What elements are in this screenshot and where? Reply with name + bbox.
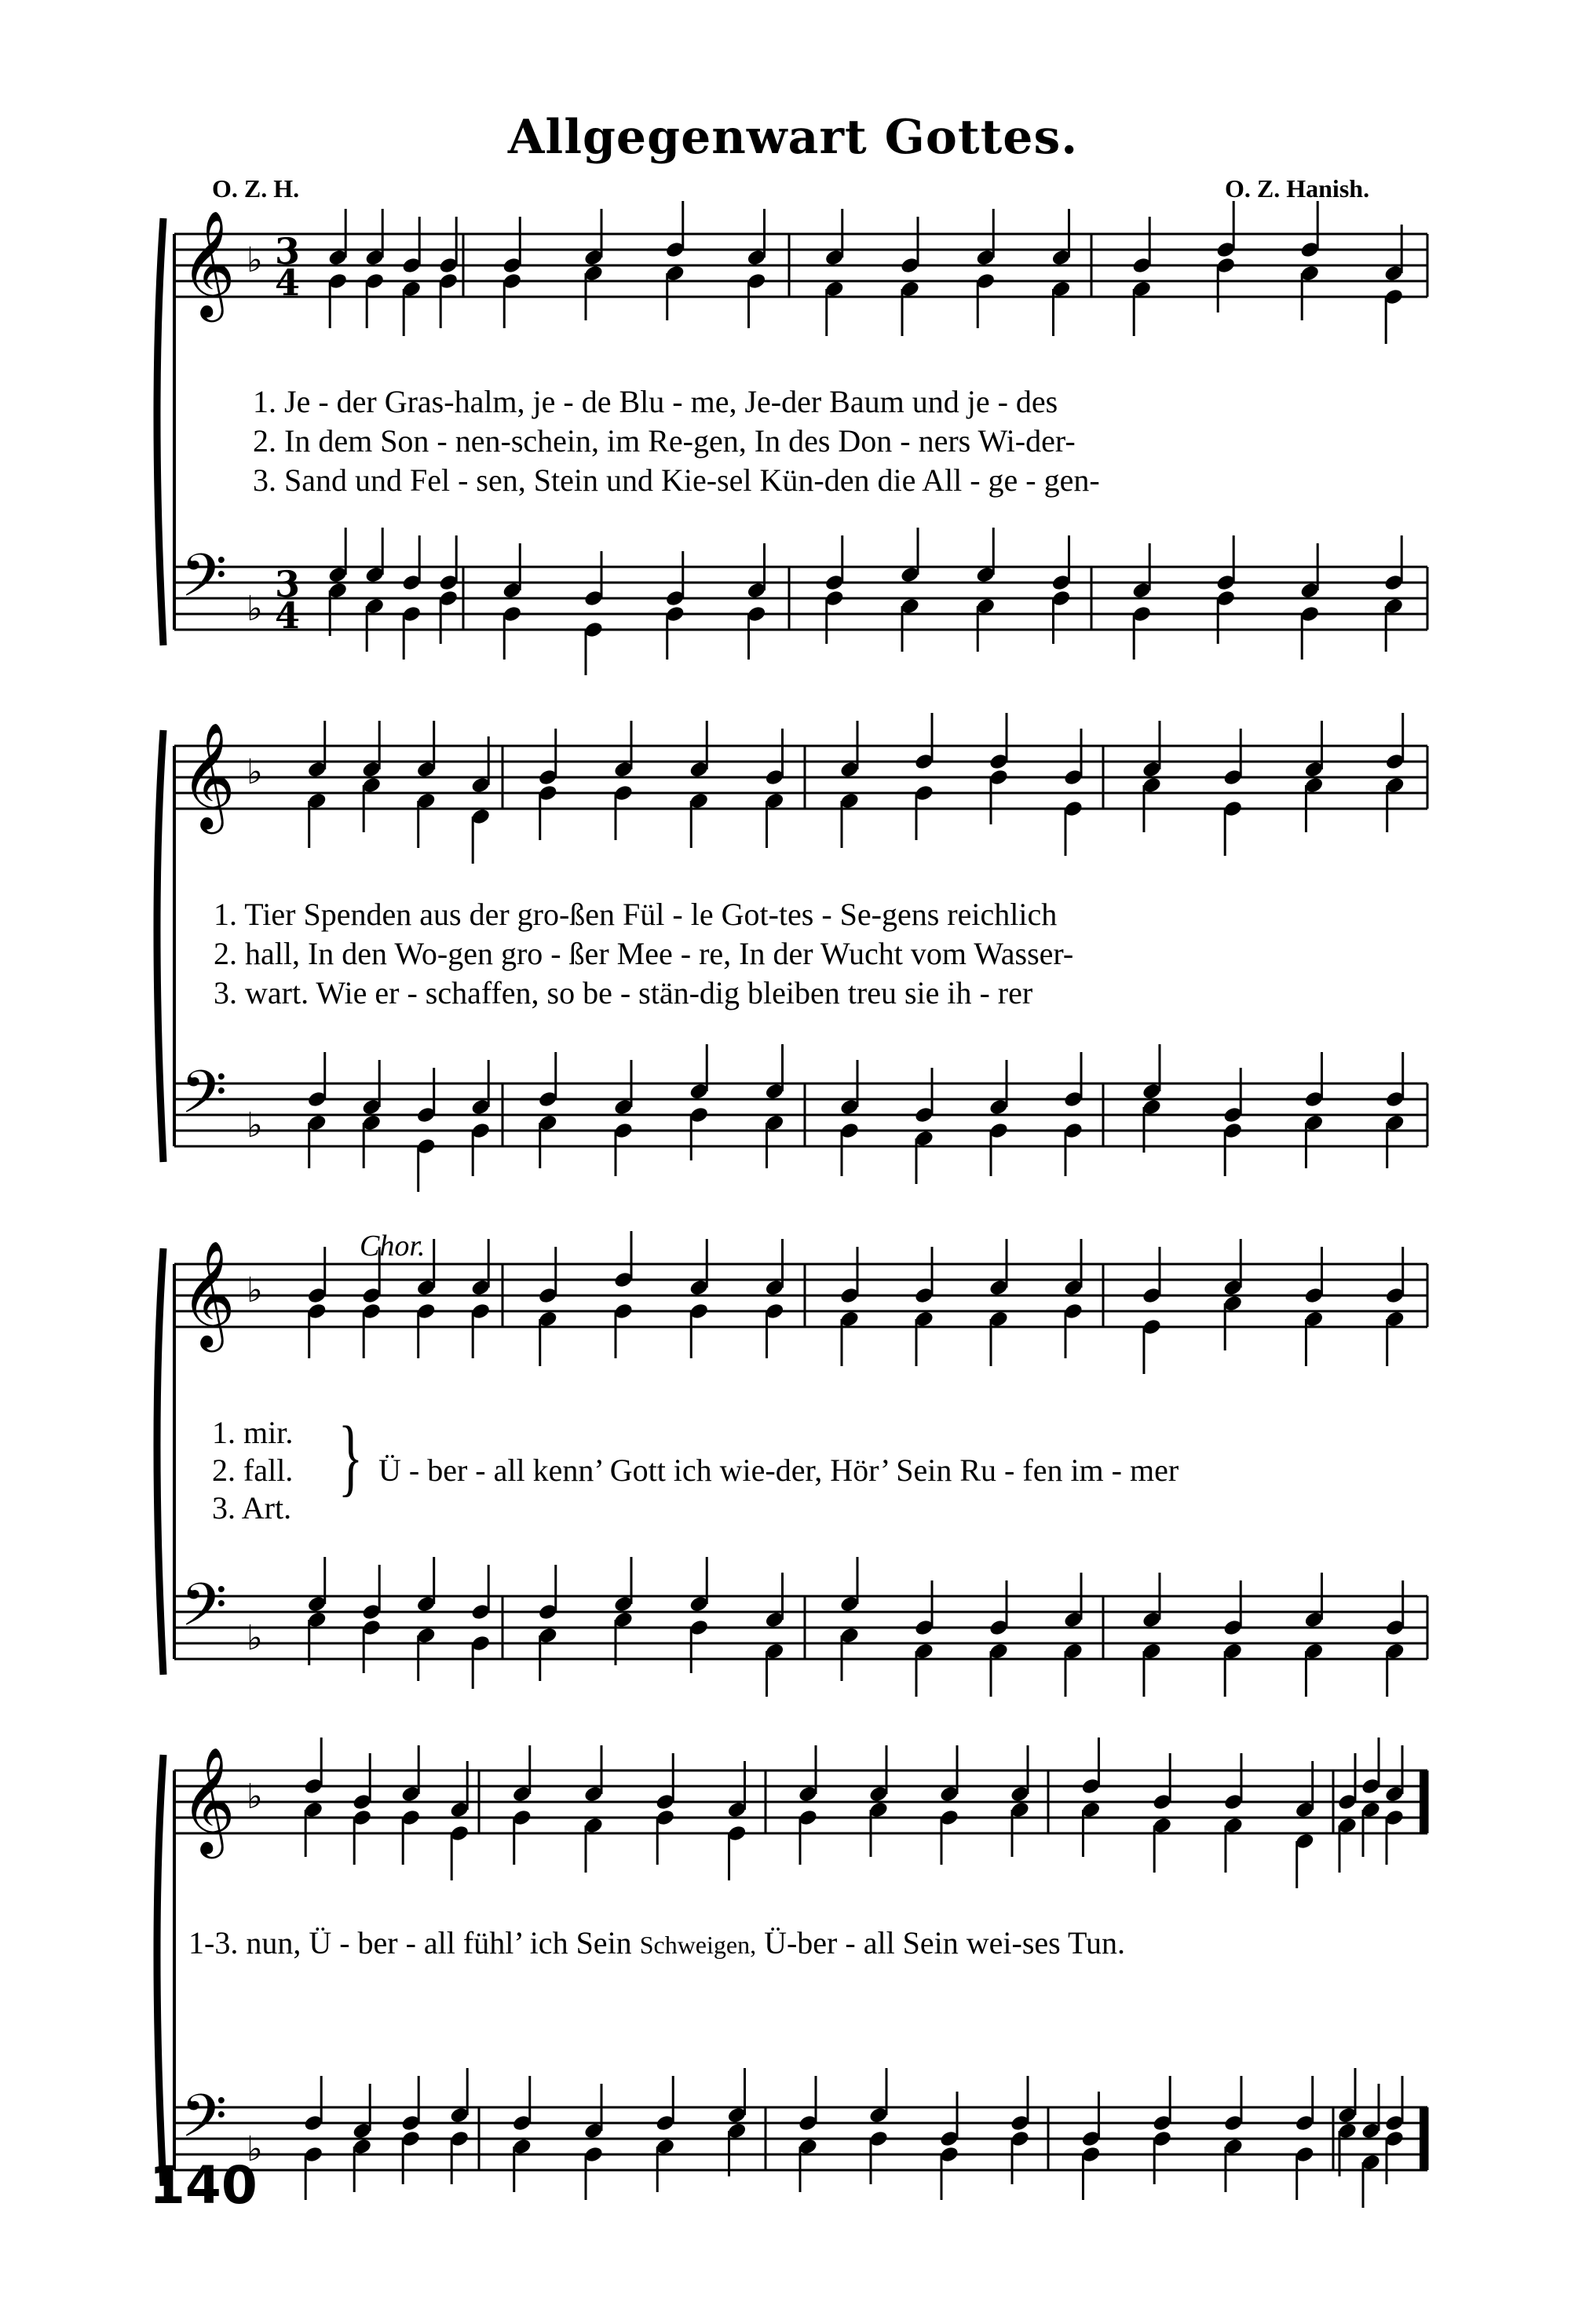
final-barline (1420, 1770, 1427, 1833)
treble-time-bottom: 4 (275, 261, 301, 304)
key-flat: ♭ (247, 752, 263, 792)
system-brace (157, 1248, 163, 1675)
system-brace (157, 730, 163, 1162)
bass-clef: 𝄢 (181, 1058, 228, 1142)
system2-verse-3: 3. wart. Wie er - schaffen, so be - stän-dig bleiben treu sie ih - rer (214, 975, 1033, 1010)
final-barline (1420, 2107, 1427, 2170)
ending-2: 2. fall. (212, 1452, 294, 1488)
key-flat: ♭ (247, 589, 263, 629)
bass-time-top: 3 (275, 563, 301, 605)
hymn-title: Allgegenwart Gottes. (507, 110, 1079, 165)
refrain-text: Ü - ber - all kenn’ Gott ich wie-der, Hör’ Sein Ru - fen im - mer (378, 1452, 1179, 1488)
system-brace (157, 218, 163, 645)
bass-clef: 𝄢 (181, 2081, 228, 2165)
page-number: 140 (149, 2155, 258, 2216)
system1-verse-1: 1. Je - der Gras-halm, je - de Blu - me, Je-der Baum und je - des (253, 384, 1058, 419)
ending-brace: } (338, 1409, 364, 1504)
treble-time-top: 3 (275, 230, 301, 272)
system2-verse-1: 1. Tier Spenden aus der gro-ßen Fül - le Got-tes - Se-gens reichlich (214, 897, 1058, 932)
treble-clef: 𝄞 (181, 721, 236, 829)
ending-3: 3. Art. (212, 1490, 292, 1526)
system1-verse-2: 2. In dem Son - nen-schein, im Re-gen, In des Don - ners Wi-der- (253, 423, 1076, 459)
bass-clef: 𝄢 (181, 541, 228, 625)
treble-clef: 𝄞 (181, 1239, 236, 1347)
key-flat: ♭ (247, 1105, 263, 1146)
treble-clef: 𝄞 (181, 1745, 236, 1854)
key-flat: ♭ (247, 240, 263, 280)
lyricist-credit: O. Z. H. (212, 174, 300, 203)
system1-verse-3: 3. Sand und Fel - sen, Stein und Kie-sel Kün-den die All - ge - gen- (253, 462, 1100, 498)
composer-credit: O. Z. Hanish. (1225, 174, 1370, 203)
chorus-label: Chor. (360, 1230, 426, 1262)
system2-verse-2: 2. hall, In den Wo-gen gro - ßer Mee - re, In der Wucht vom Wasser- (214, 936, 1074, 971)
key-flat: ♭ (247, 1618, 263, 1658)
bass-time-bottom: 4 (275, 594, 301, 637)
treble-clef: 𝄞 (181, 209, 236, 317)
bass-clef: 𝄢 (181, 1570, 228, 1654)
key-flat: ♭ (247, 2129, 263, 2169)
system-brace (157, 1755, 163, 2186)
system4-verse: 1-3. nun, Ü - ber - all fühl’ ich Sein Schweigen, Ü-ber - all Sein wei-ses Tun. (188, 1925, 1126, 1960)
key-flat: ♭ (247, 1777, 263, 1817)
key-flat: ♭ (247, 1270, 263, 1310)
ending-1: 1. mir. (212, 1415, 294, 1450)
